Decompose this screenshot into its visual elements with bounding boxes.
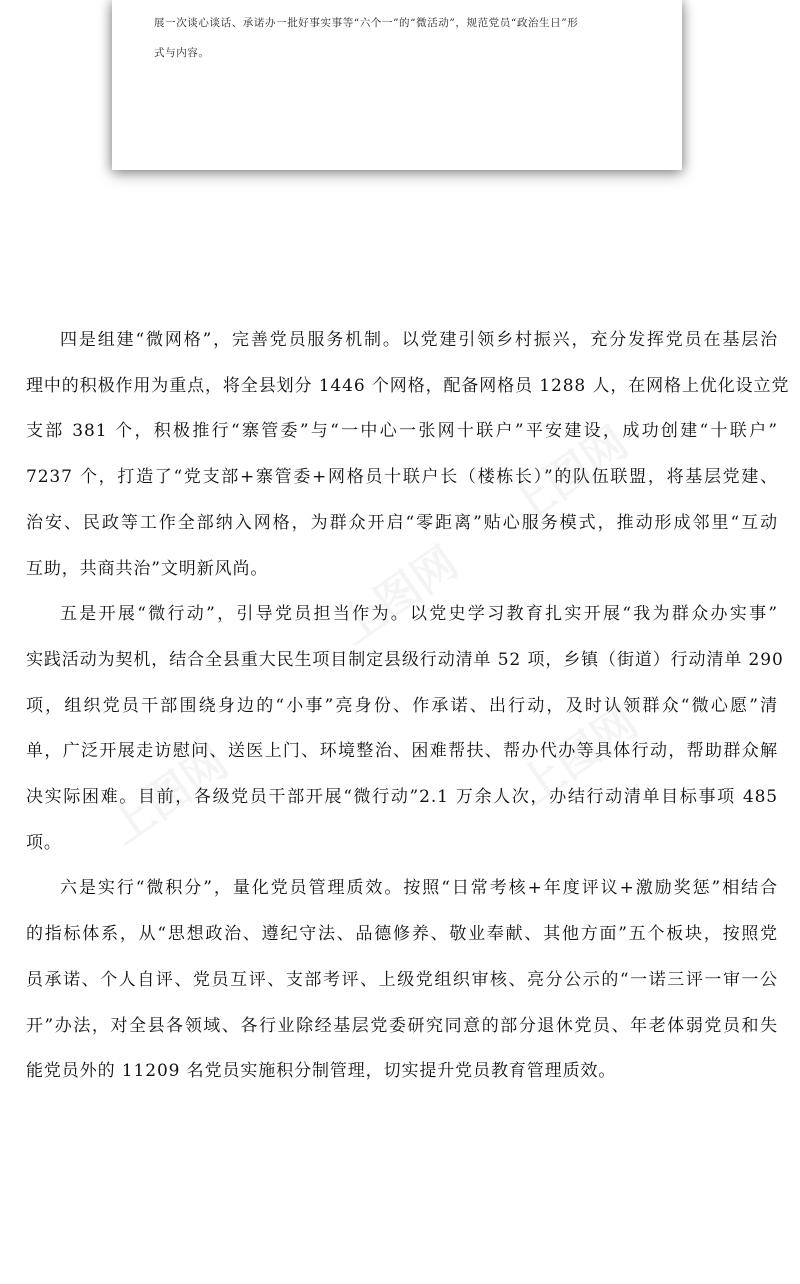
previous-page-card (112, 0, 682, 170)
card-text (154, 8, 654, 68)
text-line: 支部 381 个，积极推行“寨管委”与“一中心一张网十联户”平安建设，成功创建“十联户” (26, 421, 778, 442)
card-line: 式与内容。 (154, 47, 210, 59)
text-line: 理中的积极作用为重点，将全县划分 1446 个网格，配备网格员 1288 人，在网格上优化设立党 (26, 375, 790, 396)
text-line: 四是组建“微网格”，完善党员服务机制。以党建引领乡村振兴，充分发挥党员在基层治 (60, 330, 778, 350)
paragraph-micro-points (26, 866, 778, 1095)
text-line: 治安、民政等工作全部纳入网格，为群众开启“零距离”贴心服务模式，推动形成邻里“互动 (26, 512, 778, 533)
text-line: 开”办法，对全县各领域、各行业除经基层党委研究同意的部分退休党员、年老体弱党员和失 (26, 1015, 778, 1036)
paragraph-micro-grid (26, 318, 790, 592)
text-line: 六是实行“微积分”，量化党员管理质效。按照“日常考核+年度评议+激励奖惩”相结合 (60, 878, 778, 899)
text-line: 项，组织党员干部围绕身边的“小事”亮身份、作承诺、出行动，及时认领群众“微心愿”清 (26, 695, 778, 716)
text-line: 项。 (26, 832, 62, 853)
article-body (26, 318, 790, 1095)
card-line: 展一次谈心谈话、承诺办一批好事实事等“六个一”的“微活动”，规范党员“政治生日”形 (154, 17, 579, 29)
text-line: 的指标体系，从“思想政治、遵纪守法、品德修养、敬业奉献、其他方面”五个板块，按照党 (26, 924, 778, 945)
paragraph-micro-action (26, 592, 784, 866)
text-line: 五是开展“微行动”，引导党员担当作为。以党史学习教育扎实开展“我为群众办实事” (60, 604, 778, 625)
text-line: 单，广泛开展走访慰问、送医上门、环境整治、困难帮扶、帮办代办等具体行动，帮助群众解 (26, 741, 778, 762)
text-line: 能党员外的 11209 名党员实施积分制管理，切实提升党员教育管理质效。 (26, 1061, 617, 1082)
text-line: 互助，共商共治”文明新风尚。 (26, 558, 269, 579)
text-line: 员承诺、个人自评、党员互评、支部考评、上级党组织审核、亮分公示的“一诺三评一审一公 (26, 969, 778, 990)
text-line: 实践活动为契机，结合全县重大民生项目制定县级行动清单 52 项，乡镇（街道）行动清单 290 (26, 649, 784, 670)
text-line: 决实际困难。目前，各级党员干部开展“微行动”2.1 万余人次，办结行动清单目标事项 485 (26, 787, 778, 808)
text-line: 7237 个，打造了“党支部+寨管委+网格员十联户长（楼栋长）”的队伍联盟，将基层党建、 (26, 467, 778, 488)
